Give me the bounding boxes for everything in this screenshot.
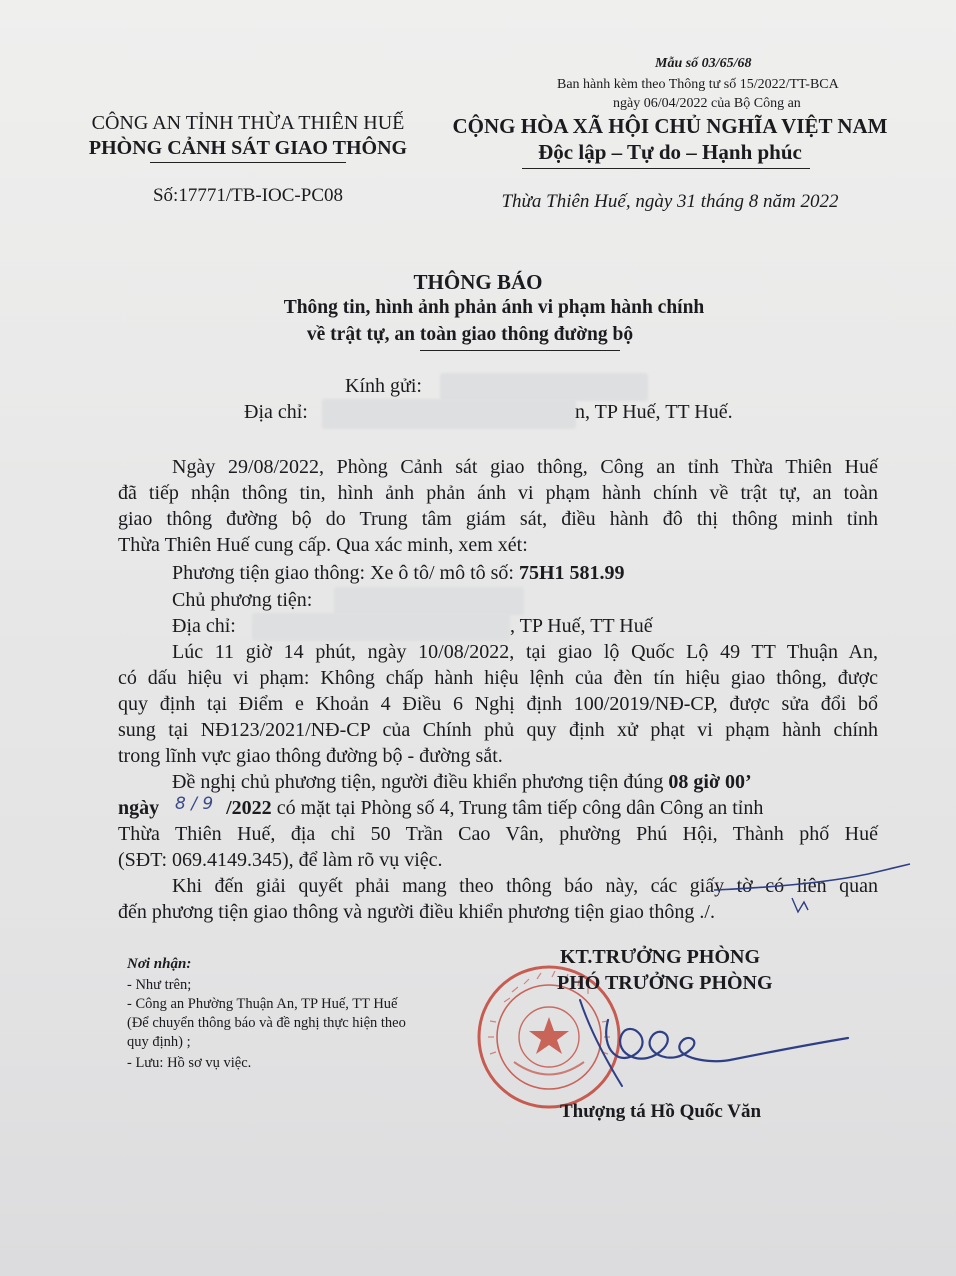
recipients-item: quy định) ; [127, 1034, 191, 1050]
appointment-text: Đề nghị chủ phương tiện, người điều khiển phương tiện đúng [172, 771, 669, 793]
form-number: Mẫu số 03/65/68 [655, 56, 752, 71]
body-paragraph-line: Thừa Thiên Huế, địa chỉ 50 Trần Cao Vân, phường Phú Hội, Thành phố Huế [118, 823, 878, 845]
document-number: Số:17771/TB-IOC-PC08 [152, 185, 344, 206]
body-paragraph-line: Khi đến giải quyết phải mang theo thông báo này, các giấy tờ có liên quan [172, 875, 878, 897]
recipients-item: (Để chuyển thông báo và đề nghị thực hiện theo [127, 1015, 406, 1031]
vehicle-label: Phương tiện giao thông: Xe ô tô/ mô tô số: [172, 562, 519, 584]
body-paragraph-line: đến phương tiện giao thông và người điều khiển phương tiện giao thông ./. [118, 901, 715, 923]
handwritten-date: 8 / 9 [175, 794, 214, 814]
circular-reference-line1: Ban hành kèm theo Thông tư số 15/2022/TT-BCA [557, 77, 839, 92]
body-paragraph-line: Lúc 11 giờ 14 phút, ngày 10/08/2022, tại giao lộ Quốc Lộ 49 TT Thuận An, [172, 641, 878, 663]
vehicle-line [172, 562, 932, 585]
recipient-label: Kính gửi: [345, 375, 422, 397]
recipient-address-label: Địa chỉ: [244, 401, 308, 423]
appointment-date-line [118, 797, 878, 820]
recipients-item: - Công an Phường Thuận An, TP Huế, TT Huế [127, 996, 398, 1012]
appointment-time: 08 giờ 00’ [668, 771, 752, 793]
body-paragraph-line: quy định tại Điểm e Khoản 4 Điều 6 Nghị định 100/2019/NĐ-CP, được sửa đổi bổ [118, 693, 878, 715]
handwritten-signature [560, 990, 850, 1110]
body-paragraph-line: đã tiếp nhận thông tin, hình ảnh phản ánh vi phạm hành chính về trật tự, an toàn [118, 482, 878, 504]
appointment-year: /2022 [226, 797, 272, 819]
signature-title-line1: KT.TRƯỞNG PHÒNG [560, 946, 760, 968]
national-title: CỘNG HÒA XÃ HỘI CHỦ NGHĨA VIỆT NAM [452, 114, 888, 138]
subtitle-underline [420, 350, 620, 351]
owner-label: Chủ phương tiện: [172, 589, 313, 611]
body-paragraph-line: Thừa Thiên Huế cung cấp. Qua xác minh, xem xét: [118, 534, 528, 556]
agency-underline [150, 162, 346, 163]
national-motto: Độc lập – Tự do – Hạnh phúc [538, 140, 802, 164]
place-and-date: Thừa Thiên Huế, ngày 31 tháng 8 năm 2022 [501, 191, 839, 212]
vehicle-plate: 75H1 581.99 [518, 562, 625, 584]
department-name: PHÒNG CẢNH SÁT GIAO THÔNG [88, 137, 408, 159]
pen-stroke-mark [700, 858, 920, 918]
body-paragraph-line: có dấu hiệu vi phạm: Không chấp hành hiệu lệnh của đèn tín hiệu giao thông, được [118, 667, 878, 689]
redacted-recipient-name [440, 373, 648, 401]
body-paragraph-line: sung tại NĐ123/2021/NĐ-CP của Chính phủ quy định xử phạt vi phạm hành chính [118, 719, 878, 741]
appointment-day-label: ngày [118, 797, 160, 819]
signer-name: Thượng tá Hồ Quốc Văn [560, 1101, 762, 1122]
agency-name: CÔNG AN TỈNH THỪA THIÊN HUẾ [91, 112, 405, 134]
body-paragraph-line: trong lĩnh vực giao thông đường bộ - đường sắt. [118, 745, 503, 767]
recipients-heading: Nơi nhận: [127, 956, 192, 972]
body-paragraph-line: (SĐT: 069.4149.345), để làm rõ vụ việc. [118, 849, 443, 871]
owner-address-label: Địa chỉ: [172, 615, 236, 637]
redacted-recipient-address [322, 399, 576, 429]
appointment-line [172, 771, 878, 794]
motto-underline [522, 168, 810, 169]
recipients-item: - Như trên; [127, 977, 192, 993]
body-paragraph-line: giao thông đường bộ do Trung tâm giám sát, điều hành đô thị thông minh tỉnh [118, 508, 878, 530]
recipients-item: - Lưu: Hồ sơ vụ việc. [127, 1055, 252, 1071]
document-title: THÔNG BÁO [413, 270, 543, 294]
document-subtitle-line2: về trật tự, an toàn giao thông đường bộ [306, 324, 634, 345]
recipient-address-tail: n, TP Huế, TT Huế. [575, 401, 733, 423]
document-subtitle-line1: Thông tin, hình ảnh phản ánh vi phạm hành chính [283, 297, 705, 318]
body-paragraph-line: Ngày 29/08/2022, Phòng Cảnh sát giao thông, Công an tỉnh Thừa Thiên Huế [172, 456, 878, 478]
circular-reference-line2: ngày 06/04/2022 của Bộ Công an [613, 96, 801, 111]
redacted-owner-address [252, 613, 510, 641]
redacted-owner-name [334, 587, 524, 615]
owner-address-tail: , TP Huế, TT Huế [510, 615, 653, 637]
appointment-location: có mặt tại Phòng số 4, Trung tâm tiếp công dân Công an tỉnh [271, 797, 764, 819]
signature-title-line2: PHÓ TRƯỞNG PHÒNG [557, 972, 773, 994]
